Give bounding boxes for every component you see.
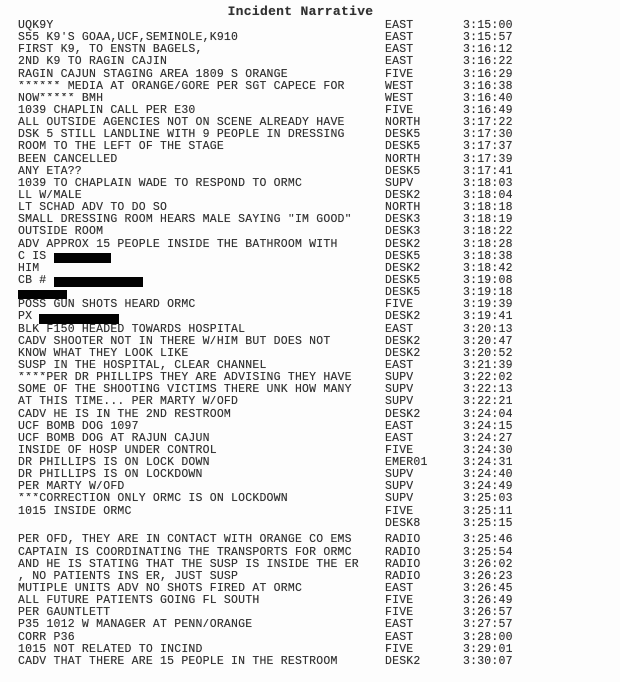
log-row (18, 239, 602, 251)
redaction-bar (54, 253, 111, 263)
source-channel: DESK5 (385, 273, 421, 287)
source-channel: EAST (385, 431, 414, 445)
timestamp: 3:17:41 (463, 164, 513, 178)
narrative-text: AND HE IS STATING THAT THE SUSP IS INSIDE THE ER (18, 558, 359, 571)
timestamp: 3:25:11 (463, 504, 513, 518)
source-channel: DESK5 (385, 249, 421, 263)
timestamp: 3:26:49 (463, 594, 513, 608)
source-channel: NORTH (385, 152, 421, 166)
timestamp: 3:18:03 (463, 176, 513, 190)
timestamp: 3:26:02 (463, 557, 513, 571)
timestamp: 3:24:40 (463, 468, 513, 482)
source-channel: EAST (385, 43, 414, 57)
narrative-text: CAPTAIN IS COORDINATING THE TRANSPORTS FOR ORMC (18, 546, 352, 559)
narrative-text: PX (18, 311, 385, 323)
source-channel: EAST (385, 322, 414, 336)
timestamp: 3:18:22 (463, 225, 513, 239)
log-row (18, 547, 602, 559)
timestamp: 3:22:21 (463, 395, 513, 409)
source-channel: DESK3 (385, 213, 421, 227)
source-channel: NORTH (385, 201, 421, 215)
source-channel: DESK3 (385, 225, 421, 239)
source-channel: FIVE (385, 594, 414, 608)
source-channel: DESK2 (385, 261, 421, 275)
narrative-text: BLK F150 HEADED TOWARDS HOSPITAL (18, 323, 246, 336)
redaction-bar (39, 314, 119, 324)
log-row (18, 93, 602, 105)
source-channel: SUPV (385, 371, 414, 385)
narrative-text: , NO PATIENTS INS ER, JUST SUSP (18, 570, 239, 583)
source-channel: SUPV (385, 468, 414, 482)
narrative-text: UCF BOMB DOG AT RAJUN CAJUN (18, 432, 210, 445)
timestamp: 3:24:49 (463, 480, 513, 494)
log-row (18, 595, 602, 607)
narrative-text: 1015 NOT RELATED TO INCIND (18, 643, 203, 656)
narrative-text: MUTIPLE UNITS ADV NO SHOTS FIRED AT ORMC (18, 582, 303, 595)
log-row (18, 190, 602, 202)
timestamp: 3:15:00 (463, 19, 513, 32)
timestamp: 3:28:00 (463, 630, 513, 644)
source-channel: SUPV (385, 492, 414, 506)
source-channel: FIVE (385, 606, 414, 620)
source-channel: DESK8 (385, 516, 421, 530)
source-channel: WEST (385, 79, 414, 93)
log-row (18, 154, 602, 166)
narrative-text: UQK9Y (18, 20, 54, 32)
source-channel: EAST (385, 31, 414, 45)
redaction-bar (54, 277, 143, 287)
narrative-text: P35 1012 W MANAGER AT PENN/ORANGE (18, 619, 253, 632)
timestamp: 3:30:07 (463, 654, 513, 668)
log-row (18, 433, 602, 445)
log-row (18, 251, 602, 263)
timestamp: 3:17:39 (463, 152, 513, 166)
log-row (18, 559, 602, 571)
log-row (18, 202, 602, 214)
timestamp: 3:16:22 (463, 55, 513, 69)
narrative-text: RAGIN CAJUN STAGING AREA 1809 S ORANGE (18, 68, 288, 81)
source-channel: FIVE (385, 103, 414, 117)
log-row (18, 481, 602, 493)
source-channel: DESK5 (385, 164, 421, 178)
timestamp: 3:18:28 (463, 237, 513, 251)
source-channel: FIVE (385, 642, 414, 656)
timestamp: 3:18:42 (463, 261, 513, 275)
timestamp: 3:19:08 (463, 273, 513, 287)
timestamp: 3:27:57 (463, 618, 513, 632)
source-channel: FIVE (385, 298, 414, 312)
timestamp: 3:25:15 (463, 516, 513, 530)
timestamp: 3:20:13 (463, 322, 513, 336)
log-row (18, 518, 602, 530)
narrative-text: PER MARTY W/OFD (18, 481, 125, 494)
log-row (18, 571, 602, 583)
timestamp: 3:18:19 (463, 213, 513, 227)
source-channel: EAST (385, 419, 414, 433)
log-row (18, 372, 602, 384)
log-row (18, 619, 602, 631)
source-channel: EAST (385, 55, 414, 69)
narrative-text: NOW***** BMH (18, 92, 104, 105)
narrative-text: ROOM TO THE LEFT OF THE STAGE (18, 141, 224, 154)
timestamp: 3:18:18 (463, 201, 513, 215)
timestamp: 3:20:52 (463, 346, 513, 360)
source-channel: DESK2 (385, 188, 421, 202)
timestamp: 3:25:54 (463, 545, 513, 559)
log-row (18, 20, 602, 32)
timestamp: 3:18:04 (463, 188, 513, 202)
narrative-text: ***CORRECTION ONLY ORMC IS ON LOCKDOWN (18, 493, 288, 506)
log-row (18, 105, 602, 117)
log-row (18, 445, 602, 457)
narrative-text: ALL OUTSIDE AGENCIES NOT ON SCENE ALREADY HAVE (18, 117, 345, 130)
narrative-text: 1015 INSIDE ORMC (18, 505, 132, 518)
log-row (18, 166, 602, 178)
source-channel: RADIO (385, 533, 421, 547)
source-channel: DESK2 (385, 654, 421, 668)
timestamp: 3:26:57 (463, 606, 513, 620)
log-row (18, 583, 602, 595)
narrative-text: FIRST K9, TO ENSTN BAGELS, (18, 44, 203, 57)
log-row (18, 534, 602, 546)
log-row (18, 32, 602, 44)
source-channel: WEST (385, 91, 414, 105)
source-channel: EAST (385, 618, 414, 632)
log-row (18, 396, 602, 408)
log-row (18, 178, 602, 190)
log-row (18, 81, 602, 93)
narrative-text: SMALL DRESSING ROOM HEARS MALE SAYING "IM GOOD" (18, 214, 352, 227)
narrative-text: CADV SHOOTER NOT IN THERE W/HIM BUT DOES NOT (18, 335, 331, 348)
source-channel: EMER01 (385, 456, 428, 470)
log-row (18, 226, 602, 238)
timestamp: 3:29:01 (463, 642, 513, 656)
log-row (18, 421, 602, 433)
source-channel: EAST (385, 358, 414, 372)
source-channel: RADIO (385, 557, 421, 571)
narrative-text: CB # (18, 275, 385, 287)
narrative-text: OUTSIDE ROOM (18, 226, 104, 239)
source-channel: FIVE (385, 504, 414, 518)
source-channel: DESK5 (385, 140, 421, 154)
log-row (18, 117, 602, 129)
narrative-text: CADV HE IS IN THE 2ND RESTROOM (18, 408, 232, 421)
source-channel: SUPV (385, 395, 414, 409)
narrative-text: LT SCHAD ADV TO DO SO (18, 202, 168, 215)
log-row (18, 469, 602, 481)
log-row (18, 644, 602, 656)
narrative-text: 1039 CHAPLIN CALL PER E30 (18, 104, 196, 117)
narrative-text: INSIDE OF HOSP UNDER CONTROL (18, 444, 217, 457)
timestamp: 3:16:38 (463, 79, 513, 93)
log-row (18, 506, 602, 518)
source-channel: SUPV (385, 480, 414, 494)
source-channel: DESK5 (385, 128, 421, 142)
timestamp: 3:22:13 (463, 383, 513, 397)
source-channel: DESK2 (385, 346, 421, 360)
redaction-bar (18, 290, 67, 300)
source-channel: RADIO (385, 545, 421, 559)
log-row (18, 324, 602, 336)
log-row (18, 311, 602, 323)
source-channel: DESK5 (385, 286, 421, 300)
timestamp: 3:19:41 (463, 310, 513, 324)
log-row (18, 384, 602, 396)
narrative-text: 1039 TO CHAPLAIN WADE TO RESPOND TO ORMC (18, 177, 303, 190)
narrative-text (18, 518, 385, 530)
narrative-text: POSS GUN SHOTS HEARD ORMC (18, 299, 196, 312)
source-channel: DESK2 (385, 334, 421, 348)
page-title: Incident Narrative (227, 4, 374, 19)
timestamp: 3:19:39 (463, 298, 513, 312)
timestamp: 3:18:38 (463, 249, 513, 263)
timestamp: 3:17:22 (463, 116, 513, 130)
log-row (18, 409, 602, 421)
source-channel: FIVE (385, 443, 414, 457)
narrative-text: ADV APPROX 15 PEOPLE INSIDE THE BATHROOM WITH (18, 238, 338, 251)
narrative-text: 2ND K9 TO RAGIN CAJIN (18, 56, 168, 69)
narrative-text: ****** MEDIA AT ORANGE/GORE PER SGT CAPECE FOR (18, 80, 345, 93)
timestamp: 3:24:04 (463, 407, 513, 421)
narrative-text: C IS (18, 251, 385, 263)
timestamp: 3:25:03 (463, 492, 513, 506)
narrative-text: ANY ETA?? (18, 165, 82, 178)
timestamp: 3:16:12 (463, 43, 513, 57)
log-row (18, 129, 602, 141)
log-row (18, 263, 602, 275)
narrative-text: UCF BOMB DOG 1097 (18, 420, 139, 433)
source-channel: FIVE (385, 67, 414, 81)
source-channel: DESK2 (385, 237, 421, 251)
timestamp: 3:24:27 (463, 431, 513, 445)
narrative-text: SUSP IN THE HOSPITAL, CLEAR CHANNEL (18, 359, 267, 372)
source-channel: EAST (385, 581, 414, 595)
log-row (18, 632, 602, 644)
timestamp: 3:26:23 (463, 569, 513, 583)
log-row (18, 69, 602, 81)
narrative-text: DR PHILLIPS IS ON LOCKDOWN (18, 469, 203, 482)
timestamp: 3:24:31 (463, 456, 513, 470)
timestamp: 3:24:30 (463, 443, 513, 457)
timestamp: 3:22:02 (463, 371, 513, 385)
timestamp: 3:15:57 (463, 31, 513, 45)
log-row (18, 336, 602, 348)
timestamp: 3:25:46 (463, 533, 513, 547)
timestamp: 3:24:15 (463, 419, 513, 433)
narrative-text: DSK 5 STILL LANDLINE WITH 9 PEOPLE IN DRESSING (18, 129, 345, 142)
source-channel: RADIO (385, 569, 421, 583)
log-rows (18, 20, 602, 668)
log-row (18, 457, 602, 469)
timestamp: 3:26:45 (463, 581, 513, 595)
narrative-text (18, 287, 385, 299)
timestamp: 3:16:29 (463, 67, 513, 81)
narrative-text: CORR P36 (18, 631, 75, 644)
log-row (18, 299, 602, 311)
source-channel: SUPV (385, 176, 414, 190)
timestamp: 3:17:37 (463, 140, 513, 154)
log-row (18, 348, 602, 360)
narrative-text: HIM (18, 262, 40, 275)
source-channel: DESK2 (385, 407, 421, 421)
source-channel: DESK2 (385, 310, 421, 324)
timestamp: 3:19:18 (463, 286, 513, 300)
narrative-text: BEEN CANCELLED (18, 153, 118, 166)
log-row (18, 493, 602, 505)
log-row (18, 56, 602, 68)
narrative-text: DR PHILLIPS IS ON LOCK DOWN (18, 457, 210, 470)
narrative-text: LL W/MALE (18, 189, 82, 202)
narrative-text: KNOW WHAT THEY LOOK LIKE (18, 347, 189, 360)
narrative-text: SOME OF THE SHOOTING VICTIMS THERE UNK HOW MANY (18, 384, 352, 397)
log-row (18, 287, 602, 299)
narrative-text: CADV THAT THERE ARE 15 PEOPLE IN THE RESTROOM (18, 655, 338, 668)
narrative-text: ALL FUTURE PATIENTS GOING FL SOUTH (18, 595, 260, 608)
log-row (18, 141, 602, 153)
narrative-text: PER OFD, THEY ARE IN CONTACT WITH ORANGE CO EMS (18, 534, 352, 547)
timestamp: 3:16:49 (463, 103, 513, 117)
log-row (18, 214, 602, 226)
narrative-text: S55 K9'S GOAA,UCF,SEMINOLE,K910 (18, 32, 239, 45)
source-channel: EAST (385, 19, 414, 32)
source-channel: EAST (385, 630, 414, 644)
timestamp: 3:21:39 (463, 358, 513, 372)
timestamp: 3:17:30 (463, 128, 513, 142)
narrative-text: ****PER DR PHILLIPS THEY ARE ADVISING THEY HAVE (18, 372, 352, 385)
timestamp: 3:20:47 (463, 334, 513, 348)
log-row (18, 656, 602, 668)
narrative-text: PER GAUNTLETT (18, 607, 111, 620)
timestamp: 3:16:40 (463, 91, 513, 105)
log-row (18, 275, 602, 287)
narrative-text: AT THIS TIME... PER MARTY W/OFD (18, 396, 239, 409)
source-channel: SUPV (385, 383, 414, 397)
log-row (18, 607, 602, 619)
log-row (18, 44, 602, 56)
log-row (18, 360, 602, 372)
source-channel: NORTH (385, 116, 421, 130)
